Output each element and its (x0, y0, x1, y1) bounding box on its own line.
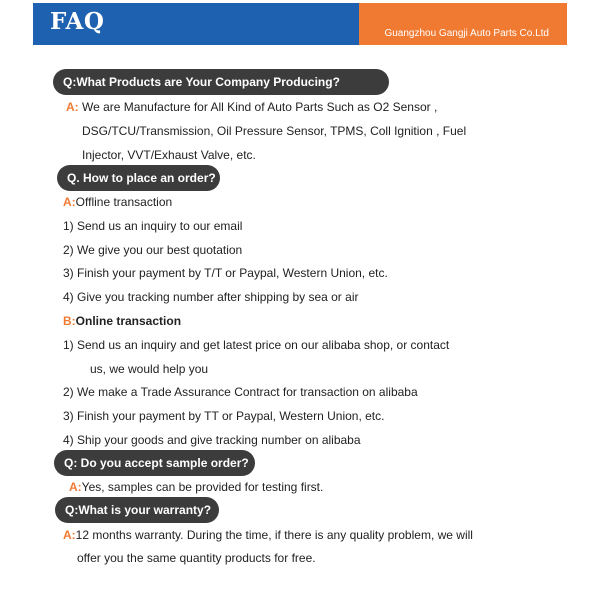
faq-answer-sample (69, 479, 323, 495)
answer-label: A: (66, 100, 79, 114)
answer-label: A: (63, 528, 76, 542)
faq-question-sample (54, 450, 255, 476)
question-text: Q:What is your warranty? (65, 503, 212, 517)
faq-answer-products-line-1 (66, 99, 437, 115)
question-text: Q: Do you accept sample order? (64, 456, 249, 470)
page-title: FAQ (50, 8, 105, 35)
faq-question-warranty (55, 497, 219, 523)
online-step-3: 3) Finish your payment by TT or Paypal, Western Union, etc. (63, 409, 385, 423)
offline-step-4: 4) Give you tracking number after shipping by sea or air (63, 290, 359, 304)
question-text: Q. How to place an order? (67, 171, 216, 185)
faq-answer-products-line-3: Injector, VVT/Exhaust Valve, etc. (82, 148, 256, 162)
faq-answer-warranty-line-2: offer you the same quantity products for free. (77, 551, 316, 565)
faq-answer-warranty-line-1 (63, 527, 473, 543)
faq-answer-products-line-2: DSG/TCU/Transmission, Oil Pressure Sensor, TPMS, Coll Ignition , Fuel (82, 124, 467, 138)
online-step-4: 4) Ship your goods and give tracking number on alibaba (63, 433, 361, 447)
offline-step-1: 1) Send us an inquiry to our email (63, 219, 243, 233)
option-b-label: B: (63, 314, 76, 328)
faq-question-products (53, 69, 389, 95)
faq-question-order (57, 165, 220, 191)
offline-transaction-heading (63, 194, 172, 210)
answer-text: Yes, samples can be provided for testing first. (81, 480, 324, 494)
answer-text: 12 months warranty. During the time, if there is any quality problem, we will (75, 528, 473, 542)
offline-step-3: 3) Finish your payment by T/T or Paypal, Western Union, etc. (63, 266, 388, 280)
question-text: Q:What Products are Your Company Producing? (63, 75, 340, 89)
answer-label: A: (69, 480, 82, 494)
header-banner (33, 3, 567, 45)
online-step-1: 1) Send us an inquiry and get latest price on our alibaba shop, or contact (63, 338, 450, 352)
option-a-title: Offline transaction (75, 195, 173, 209)
company-name: Guangzhou Gangji Auto Parts Co.Ltd (384, 28, 549, 39)
offline-step-2: 2) We give you our best quotation (63, 243, 243, 257)
header-company-panel (359, 3, 567, 45)
online-step-2: 2) We make a Trade Assurance Contract for transaction on alibaba (63, 385, 418, 399)
option-b-title: Online transaction (75, 314, 182, 328)
online-step-1-continued: us, we would help you (90, 362, 209, 376)
header-title-panel (33, 3, 359, 45)
option-a-label: A: (63, 195, 76, 209)
answer-text: We are Manufacture for All Kind of Auto Parts Such as O2 Sensor , (78, 100, 438, 114)
online-transaction-heading (63, 313, 181, 329)
